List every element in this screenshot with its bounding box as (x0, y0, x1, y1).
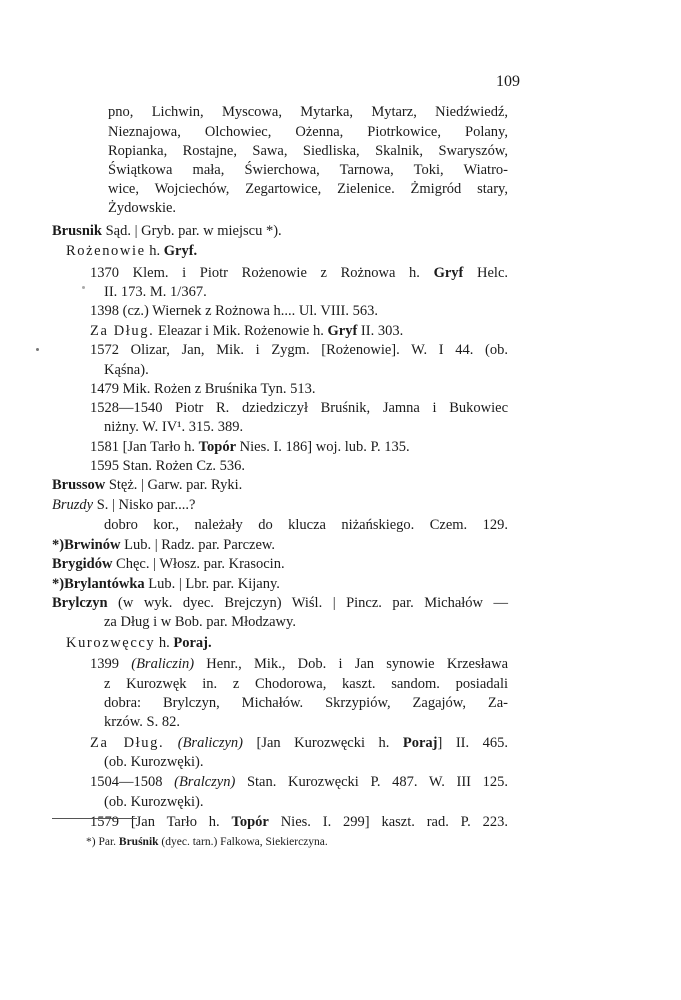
text-line (52, 594, 508, 613)
text-run: II. 173. M. 1/367. (104, 284, 207, 300)
text-run: dobro kor., należały do klucza niżańskiego. Czem. 129. (104, 517, 508, 533)
text-line (90, 734, 508, 753)
text-line (104, 613, 508, 632)
text-line (104, 694, 508, 713)
text-line (52, 555, 508, 574)
text-run: 1595 Stan. Rożen Cz. 536. (90, 458, 246, 474)
text-line (90, 457, 508, 476)
text-line (90, 302, 508, 321)
text-run: za Dług i w Bob. par. Młodzawy. (104, 614, 296, 630)
text-run: (dyec. tarn.) Falkowa, Siekierczyna. (158, 836, 328, 848)
text-run: (w wyk. dyec. Brejczyn) Wiśl. | Pincz. par. Michałów — (107, 595, 508, 611)
text-line (104, 753, 508, 772)
bold-term: Gryf. (163, 243, 198, 259)
italic-term: (Bralczyn) (174, 774, 236, 790)
text-run: 1479 Mik. Rożen z Bruśnika Tyn. 513. (90, 381, 316, 397)
spaced-term: Za Dług. (90, 323, 155, 339)
bold-term: *)Brylantówka (52, 576, 145, 592)
text-run: Stan. Kurozwęcki P. 487. W. III 125. (235, 774, 508, 790)
text-line (104, 418, 508, 437)
text-run: 1399 (90, 656, 132, 672)
text-run: wice, Wojciechów, Zegartowice, Zielenice. Żmigród stary, (108, 181, 508, 197)
text-run: 1528—1540 Piotr R. dziedziczył Bruśnik, Jamna i Bukowiec (90, 400, 508, 416)
text-run: S. | Nisko par....? (93, 497, 196, 513)
footnote-rule (52, 818, 137, 819)
text-run: Sąd. | Gryb. par. w miejscu *). (101, 223, 282, 239)
text-line (52, 476, 508, 495)
text-line (90, 773, 508, 792)
italic-term: Bruzdy (52, 497, 94, 513)
text-line (108, 142, 508, 161)
text-run: Żydowskie. (108, 200, 177, 216)
text-line (52, 575, 508, 594)
text-run: z Kurozwęk in. z Chodorowa, kaszt. sandom. posiadali (104, 676, 508, 692)
text-run: dobra: Brylczyn, Michałów. Skrzypiów, Zagajów, Za- (104, 695, 508, 711)
scan-speck (82, 286, 85, 289)
italic-term: (Braliczin) (131, 656, 195, 672)
text-run: pno, Lichwin, Myscowa, Mytarka, Mytarz, Niedźwiedź, (108, 104, 508, 120)
text-run: Nieznajowa, Olchowiec, Ożenna, Piotrkowice, Polany, (108, 124, 508, 140)
text-line (90, 341, 508, 360)
page-number: 109 (496, 73, 520, 90)
bold-term: Poraj. (173, 635, 212, 651)
text-line (90, 655, 508, 674)
text-line (104, 283, 508, 302)
bold-term: *)Brwinów (52, 537, 121, 553)
text-run: [Jan Kurozwęcki h. (242, 735, 403, 751)
text-run: II. 303. (357, 323, 404, 339)
text-run: Chęc. | Włosz. par. Krasocin. (112, 556, 285, 572)
text-run: *) Par. (86, 836, 119, 848)
text-run: h. (145, 243, 164, 259)
text-run: ] II. 465. (437, 735, 509, 751)
bold-term: Brusnik (52, 223, 102, 239)
text-line (104, 361, 508, 380)
text-run: Ropianka, Rostajne, Sawa, Siedliska, Skalnik, Swaryszów, (108, 143, 508, 159)
text-line (108, 161, 508, 180)
text-line (108, 123, 508, 142)
italic-term: (Braliczyn) (177, 735, 243, 751)
text-line (90, 813, 508, 832)
bold-term: Bruśnik (118, 836, 159, 848)
text-line (90, 399, 508, 418)
spaced-term: Za Dług. (90, 735, 165, 751)
text-run: Henr., Mik., Dob. i Jan synowie Krzesława (194, 656, 509, 672)
footnote (86, 836, 328, 848)
text-run: Nies. I. 299] kaszt. rad. P. 223. (268, 814, 508, 830)
text-run: niżny. W. IV¹. 315. 389. (104, 419, 244, 435)
bold-term: Gryf (327, 323, 358, 339)
bold-term: Brussow (52, 477, 106, 493)
text-line (90, 264, 508, 283)
bold-term: Gryf (433, 265, 464, 281)
text-line (108, 180, 508, 199)
text-run: Helc. (463, 265, 509, 281)
text-run: 1572 Olizar, Jan, Mik. i Zygm. [Rożenowie]. W. I 44. (ob. (90, 342, 508, 358)
text-line (66, 242, 508, 261)
text-run: krzów. S. 82. (104, 714, 180, 730)
text-run: Lub. | Lbr. par. Kijany. (144, 576, 280, 592)
text-line (90, 380, 508, 399)
bold-term: Poraj (402, 735, 438, 751)
text-run: Lub. | Radz. par. Parczew. (120, 537, 276, 553)
bold-term: Topór (198, 439, 237, 455)
text-run: Świątkowa mała, Świerchowa, Tarnowa, Toki, Wiatro- (108, 162, 508, 178)
text-run: (ob. Kurozwęki). (104, 754, 204, 770)
text-run: 1581 [Jan Tarło h. (90, 439, 199, 455)
bold-term: Brylczyn (52, 595, 108, 611)
text-line (108, 199, 508, 218)
text-line (52, 496, 508, 515)
text-run: 1504—1508 (90, 774, 175, 790)
text-line (90, 438, 508, 457)
text-run: 1579 [Jan Tarło h. (90, 814, 232, 830)
text-run: h. (155, 635, 174, 651)
text-run: Stęż. | Garw. par. Ryki. (105, 477, 243, 493)
text-run: 1398 (cz.) Wiernek z Rożnowa h.... Ul. VIII. 563. (90, 303, 378, 319)
scan-speck (36, 348, 39, 351)
text-line (104, 793, 508, 812)
text-run: Eleazar i Mik. Rożenowie h. (154, 323, 328, 339)
text-line (108, 103, 508, 122)
text-line (90, 322, 508, 341)
text-line (104, 516, 508, 535)
text-line (52, 222, 508, 241)
text-run: Kąśna). (104, 362, 149, 378)
bold-term: Topór (231, 814, 269, 830)
text-line (104, 713, 508, 732)
bold-term: Brygidów (52, 556, 113, 572)
spaced-term: Rożenowie (66, 243, 146, 259)
spaced-term: Kurozwęccy (66, 635, 156, 651)
text-line (66, 634, 508, 653)
text-run: Nies. I. 186] woj. lub. P. 135. (236, 439, 410, 455)
text-run (164, 735, 178, 751)
text-run: 1370 Klem. i Piotr Rożenowie z Rożnowa h. (90, 265, 434, 281)
text-line (104, 675, 508, 694)
text-line (52, 536, 508, 555)
text-run: (ob. Kurozwęki). (104, 794, 204, 810)
